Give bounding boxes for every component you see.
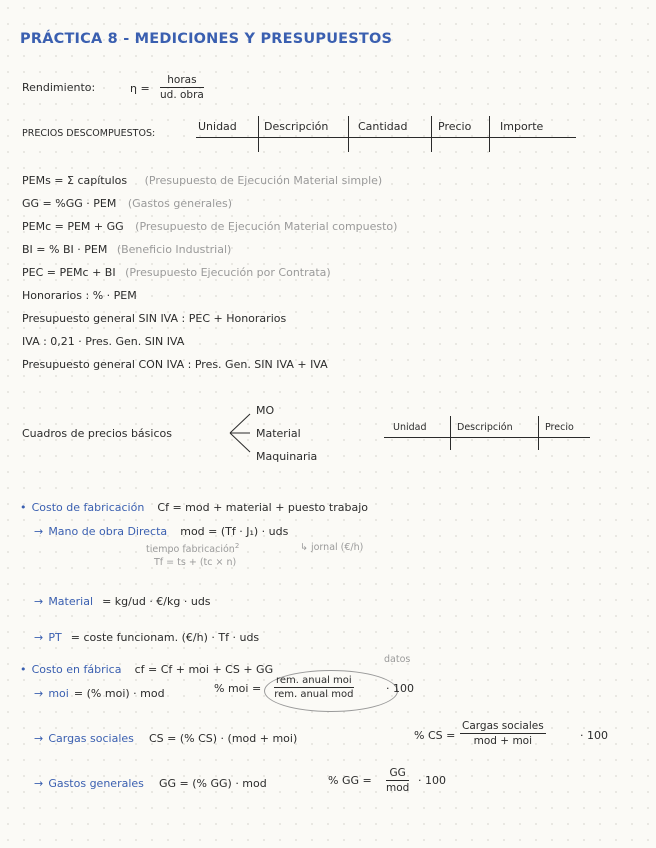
pd-col-unidad: Unidad [198,120,237,133]
eta-symbol: η = [130,82,150,95]
formula-note: (Presupuesto de Ejecución Material compuesto) [135,220,398,233]
moi-denominator: rem. anual mod [274,689,354,700]
datos-note: datos [384,654,411,665]
tf-note: Tf = ts + (tc × n) [154,557,237,568]
formula-expr: IVA : 0,21 · Pres. Gen. SIN IVA [22,335,185,348]
branch-lines [228,410,254,456]
mod-label: Mano de obra Directa [48,525,168,538]
pd-col-cantidad: Cantidad [358,120,408,133]
formula-expr: Honorarios : % · PEM [22,289,137,302]
cp-col-precio: Precio [545,422,574,433]
formula-line [22,289,137,302]
formula-line [22,266,331,279]
cs-pct-label: % CS = [414,729,456,742]
cp-col-divider [538,416,539,450]
jornal-note: ↳ jornal (€/h) [300,542,364,553]
gg-line [34,772,267,791]
pd-col-divider [431,116,432,152]
gg-formula: GG = (% GG) · mod [158,777,267,790]
bullet-icon: • [20,501,27,514]
arrow-right-icon: → [34,595,44,608]
formula-note: (Presupuesto Ejecución por Contrata) [125,266,331,279]
branch-material: Material [256,427,301,440]
cs-times: · 100 [580,729,608,742]
pd-col-descripcion: Descripción [264,120,329,133]
formula-expr: BI = % BI · PEM [22,243,108,256]
rendimiento-denominator: ud. obra [160,89,204,101]
pt-formula: = coste funcionam. (€/h) · Tf · uds [70,631,260,644]
tiempo-sup: 2 [234,542,240,550]
material-label: Material [48,595,93,608]
moi-formula: = (% moi) · mod [73,687,165,700]
formula-line [22,335,184,348]
formula-line [22,243,231,256]
coste-fabricacion-line [20,496,368,515]
pd-col-divider [348,116,349,152]
formula-expr: GG = %GG · PEM [22,197,117,210]
cs-fraction [460,720,546,747]
gg-denominator: mod [386,782,410,794]
formula-note: (Gastos generales) [127,197,232,210]
coste-fabrica-label: Costo en fábrica [31,663,122,676]
arrow-right-icon: → [34,525,44,538]
cs-formula: CS = (% CS) · (mod + moi) [148,732,298,745]
cs-denominator: mod + moi [473,735,533,747]
formula-line [22,220,397,233]
coste-fabrica-line [20,658,273,677]
page-title: PRÁCTICA 8 - MEDICIONES Y PRESUPUESTOS [20,31,393,47]
pd-header-rule [196,137,576,138]
pd-col-divider [258,116,259,152]
formula-expr: PEC = PEMc + BI [22,266,116,279]
pt-label: PT [48,631,62,644]
moi-label: moi [48,687,69,700]
coste-fabricacion-formula: Cf = mod + material + puesto trabajo [157,501,368,514]
formula-line [22,197,232,210]
gg-times: · 100 [418,774,446,787]
moi-pct-label: % moi = [214,682,262,695]
mod-formula: mod = (Tf · J₁) · uds [180,525,289,538]
tiempo-label: tiempo fabricación [146,544,235,556]
formula-expr: PEMs = Σ capítulos [22,174,128,187]
arrow-right-icon: → [34,631,44,644]
formula-note: (Beneficio Industrial) [116,243,232,256]
material-line [34,590,211,609]
gg-pct-label: % GG = [328,774,372,787]
formula-expr: Presupuesto general SIN IVA : PEC + Honorarios [22,312,287,325]
cuadros-label: Cuadros de precios básicos [22,427,172,440]
mod-line [34,520,288,539]
cp-header-rule [384,437,590,438]
moi-times: · 100 [386,682,414,695]
rendimiento-numerator: horas [160,74,204,88]
rendimiento-label: Rendimiento: [22,81,96,94]
formula-expr: PEMc = PEM + GG [22,220,124,233]
material-formula: = kg/ud · €/kg · uds [102,595,211,608]
pd-col-importe: Importe [500,120,544,133]
formula-expr: Presupuesto general CON IVA : Pres. Gen. SIN IVA + IVA [22,358,328,371]
tiempo-fabricacion-note [146,542,239,555]
cs-numerator: Cargas sociales [462,720,544,732]
coste-fabricacion-label: Costo de fabricación [31,501,145,514]
formula-note: (Presupuesto de Ejecución Material simple) [144,174,383,187]
formula-line [22,312,286,325]
branch-mo: MO [256,404,275,417]
branch-maquinaria: Maquinaria [256,450,318,463]
cp-col-divider [450,416,451,450]
pt-line [34,626,259,645]
cs-label: Cargas sociales [48,732,134,745]
moi-numerator: rem. anual moi [276,675,352,686]
cp-col-descripcion: Descripción [457,422,513,433]
formula-line [22,174,382,187]
cp-col-unidad: Unidad [393,422,427,433]
gg-numerator: GG [386,767,409,781]
cs-line [34,727,297,746]
rendimiento-fraction [160,74,204,101]
bullet-icon: • [20,663,27,676]
arrow-right-icon: → [34,687,44,700]
gg-label: Gastos generales [48,777,144,790]
arrow-right-icon: → [34,732,44,745]
precios-descompuestos-label: PRECIOS DESCOMPUESTOS: [22,128,156,139]
moi-line [34,682,165,701]
arrow-right-icon: → [34,777,44,790]
formula-line [22,358,328,371]
gg-fraction [386,767,409,794]
pd-col-divider [489,116,490,152]
pd-col-precio: Precio [438,120,472,133]
moi-fraction [274,675,354,700]
coste-fabrica-formula: cf = Cf + moi + CS + GG [134,663,274,676]
